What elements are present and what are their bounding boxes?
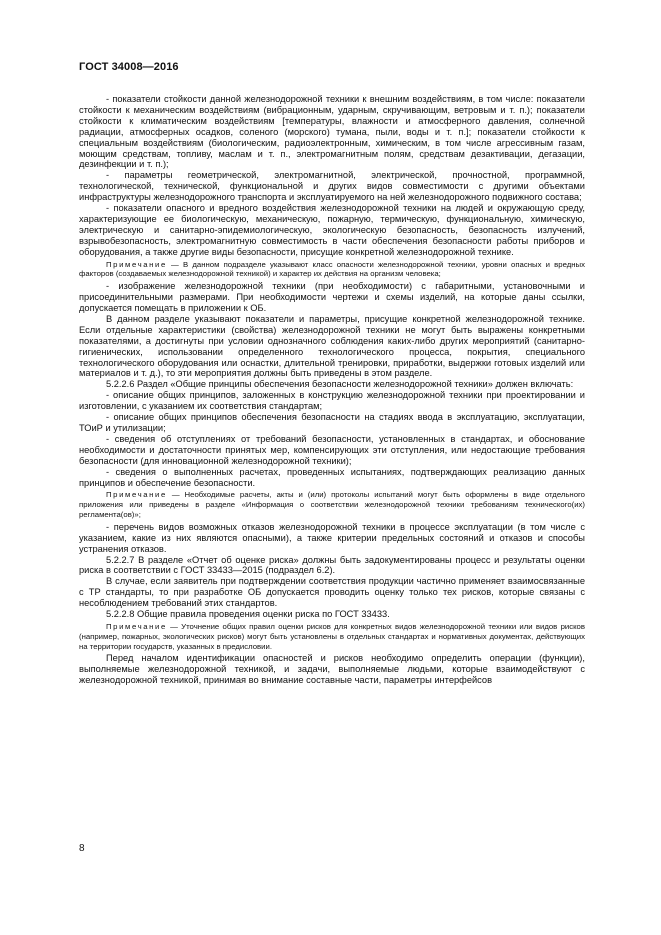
note-calculations [79, 490, 585, 519]
note-text: — Необходимые расчеты, акты и (или) протоколы испытаний могут быть оформлены в виде отдельного приложения или приведены в разделе «Информация о соответствии железнодорожной техники требованиям технического(их) регламента(ов)»; [79, 490, 585, 519]
document-body [79, 94, 585, 686]
paragraph-5-2-2-6: 5.2.2.6 Раздел «Общие принципы обеспечения безопасности железнодорожной техники» должен включать: [106, 379, 574, 390]
note-text: — В данном подразделе указывают класс опасности железнодорожной техники, уровни опасных и вредных факторов (создаваемых железнодорожной техникой) и характер их действия на организм человека; [79, 259, 585, 279]
document-header: ГОСТ 34008—2016 [79, 61, 179, 73]
paragraph-technique-image: - изображение железнодорожной техники (при необходимости) с габаритными, установочными и присоединительными размерами. При необходимости чертежи и схемы изделий, на которые даны ссылки, допускается помещать в приложении к ОБ. [79, 281, 585, 313]
note-hazard-class [79, 260, 585, 280]
paragraph-partial-standards: В случае, если заявитель при подтверждении соответствия продукции частично применяет взаимосвязанные с ТР стандарты, то при разработке ОБ допускается проводить оценку только тех рисков, которые связаны с несоблюдением требований этих стандартов. [79, 576, 585, 609]
paragraph-section-indicators: В данном разделе указывают показатели и параметры, присущие конкретной железнодорожной технике. Если отдельные характеристики (свойства) железнодорожной техники не могут быть выражены конкретными показателями, а достигнуты при условии однозначного соблюдения каких-либо других мероприятий (санитарно-гигиенических, использовании определенного технологического процесса, покрытия, специального технологического оборудования или оснастки, длительной тренировки, приработки, выдержки готовых изделий или материалов и т. д.), то эти мероприятия должны быть приведены в этом разделе. [79, 313, 585, 379]
page-number: 8 [79, 843, 85, 854]
paragraph-lifecycle-principles: - описание общих принципов обеспечения безопасности на стадиях ввода в эксплуатацию, эксплуатации, ТОиР и утилизации; [79, 412, 585, 433]
note-text: — Уточнение общих правил оценки рисков для конкретных видов железнодорожной техники или видов рисков (например, пожарных, экологических рисков) могут быть установлены в отдельных стандартах и нормативных документах, действующих на территории государств, указанных в предисловии. [79, 621, 585, 651]
paragraph-hazard-identification: Перед началом идентификации опасностей и рисков необходимо определить операции (функции), выполняемые железнодорожной техникой, и задачи, выполняемые людьми, которые взаимодействуют с железнодорожной техникой, принимая во внимание составные части, параметры интерфейсов [79, 653, 585, 686]
paragraph-calculations: - сведения о выполненных расчетах, проведенных испытаниях, подтверждающих реализацию данных принципов и обеспечение безопасности. [79, 466, 585, 488]
note-label: Примечание [106, 259, 167, 269]
paragraph-durability-indicators: - показатели стойкости данной железнодорожной техники к внешним воздействиям, в том числе: показатели стойкости к механическим воздействиям (вибрационным, ударным, скручивающим, ветровым и т. п.); показатели стойкости к климатическим воздействиям [температуры, влажности и атмосферного давления, солнечной радиации, атмосферных осадков, соленого (морского) тумана, пыли, воды и т. п.]; показатели стойкости к специальным воздействиям (биологическим, радиоэлектронным, химическим, в том числе агрессивным газам, моющим средствам, топливу, маслам и т. п., электромагнитным полям, средствам дезактивации, дегазации, дезинфекции и т. п.); [79, 94, 585, 170]
note-label: Примечание [106, 621, 167, 631]
note-label: Примечание [106, 490, 167, 500]
paragraph-5-2-2-7: 5.2.2.7 В разделе «Отчет об оценке риска» должны быть задокументированы процесс и результаты оценки риска в соответствии с ГОСТ 33433—2015 (подраздел 6.2). [79, 554, 585, 576]
paragraph-failure-list: - перечень видов возможных отказов железнодорожной техники в процессе эксплуатации (в том числе с указанием, какие из них являются опасными), а также критерии предельных состояний и отказов и способы устранения отказов. [79, 521, 585, 554]
paragraph-compatibility-parameters: - параметры геометрической, электромагнитной, электрической, прочностной, программной, технологической, технической, функциональной и других видов совместимости с другими объектами инфраструктуры железнодорожного транспорта и эксплуатируемого на ней железнодорожного подвижного состава; [79, 170, 585, 203]
paragraph-deviations: - сведения об отступлениях от требований безопасности, установленных в стандартах, и обоснование необходимости и достаточности принятых мер, компенсирующих эти отступления, или недостающие требования безопасности (для инновационной железнодорожной техники); [79, 433, 585, 466]
paragraph-design-principles: - описание общих принципов, заложенных в конструкцию железнодорожной техники при проектировании и изготовлении, с указанием их соответствия стандартам; [79, 390, 585, 412]
note-risk-rules [79, 622, 585, 651]
paragraph-hazard-indicators: - показатели опасного и вредного воздействия железнодорожной техники на людей и окружающую среду, характеризующие ее биологическую, механическую, пожарную, термическую, функциональную, химическую, электрическую и санитарно-эпидемиологическую, экологическую безопасность, безопасность излучений, взрывобезопасность, электромагнитную совместимость в части обеспечения безопасности работы приборов и оборудования, а также другие виды безопасности, присущие конкретной железнодорожной технике. [79, 203, 585, 257]
paragraph-5-2-2-8: 5.2.2.8 Общие правила проведения оценки риска по ГОСТ 33433. [106, 609, 390, 620]
